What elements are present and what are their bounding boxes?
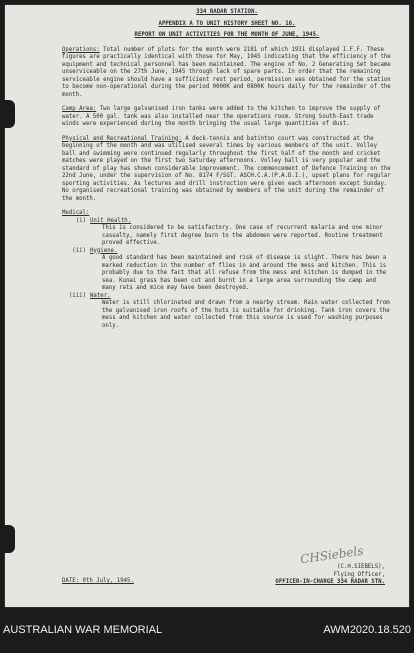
item-text: A good standard has been maintained and risk of disease is slight. There has been a marked reduction in the number of flies in and around the mess and kitchen. This is probably due to the fact that all refuse from the mess and kitchen is dumped in the sea. Kunai grass has been cut and burnt in a large area surrounding the camp and many rats and mice may have been destroyed. — [102, 255, 387, 291]
item-title: Hygiene. — [90, 247, 118, 254]
medical-item — [62, 293, 392, 301]
medical-section — [62, 210, 392, 330]
signatory-name: (C.H.SIEBELS), — [337, 564, 385, 570]
handwritten-signature: CHSiebels — [299, 543, 365, 567]
camp-text: Two large galvanised iron tanks were added to the kitchen to improve the supply of water. A 500 gal. tank was also installed near the operations room. Strong South-East trade winds were experienced during the month bringing the usual large quantities of dust. — [62, 106, 381, 127]
document-date: DATE: 9th July, 1945. — [62, 578, 134, 584]
item-text: Water is still chlorinated and drawn from a nearby stream. Rain water collected from the galvanised iron roofs of the huts is suitable for drinking. Tank iron covers the mess and kitchen and water collected from this source is used for washing purposes only. — [102, 300, 390, 329]
operations-title: Operations: — [62, 46, 100, 53]
item-title: Water. — [90, 292, 111, 299]
signatory-rank: Flying Officer, — [333, 571, 385, 578]
physical-section — [62, 136, 392, 204]
item-number: (iii) — [68, 292, 86, 299]
camp-title: Camp Area: — [62, 106, 97, 112]
punch-hole — [0, 100, 15, 128]
archive-reference: AWM2020.18.520 — [323, 624, 411, 636]
item-number: (ii) — [72, 247, 86, 254]
appendix-heading: APPENDIX A TO UNIT HISTORY SHEET NO. 16. — [158, 20, 296, 27]
physical-title: Physical and Recreational Training: — [62, 135, 182, 142]
archive-name: AUSTRALIAN WAR MEMORIAL — [3, 624, 163, 636]
document-body — [62, 9, 392, 330]
camp-section — [62, 106, 392, 129]
signatory-role: OFFICER-IN-CHARGE 334 RADAR STN. — [275, 579, 385, 585]
medical-item — [62, 248, 392, 256]
medical-title: Medical: — [62, 210, 90, 216]
operations-section — [62, 47, 392, 100]
item-title: Unit Health. — [90, 217, 132, 224]
operations-text: Total number of plots for the month were 2181 of which 1931 displayed I.F.F. These figures are practically identical with those for May, 1945 indicating that the efficiency of the equipment and technical personnel has been maintained. The engine of No. 2 Generating Set became unserviceable on the 27th June, 1945 through lack of spare parts. In order that the remaining serviceable engine should have a sufficient rest period, permission was obtained for the station to become non-operational during the period 0000K and 0800K hours daily for the remainder of the month. — [62, 46, 391, 98]
archive-footer — [0, 611, 414, 653]
report-heading: REPORT ON UNIT ACTIVITIES FOR THE MONTH OF JUNE, 1945. — [134, 32, 320, 38]
medical-item — [62, 218, 392, 226]
item-text: This is considered to be satisfactory. One case of recurrent malaria and one minor casualty, namely first degree burn to the abdomen were reported. Routine treatment proved effective. — [102, 225, 383, 246]
physical-text: A deck-tennis and batinton court was constructed at the beginning of the month and was utilised several times by various members of the unit. Volley ball and swimming were continued regularly throughout the first half of the month and cricket matches were played on the first two Saturday afternoons. Volley ball is very popular and the standard of play has shown considerable improvement. The commencement of Defence Training on the 22nd June, under the supervision of No. 8174 F/SGT. ASCH.C.A.(P.A.D.I.), upset plans for regular sporting activities. As lectures and drill instruction were given each afternoon except Sunday. No organised recreational training was obtained by members of the unit during the remainder of the month. — [62, 135, 391, 202]
item-number: (i) — [75, 217, 86, 224]
signature-block — [250, 564, 385, 587]
unit-heading: 334 RADAR STATION. — [196, 9, 258, 15]
punch-hole — [0, 525, 15, 553]
